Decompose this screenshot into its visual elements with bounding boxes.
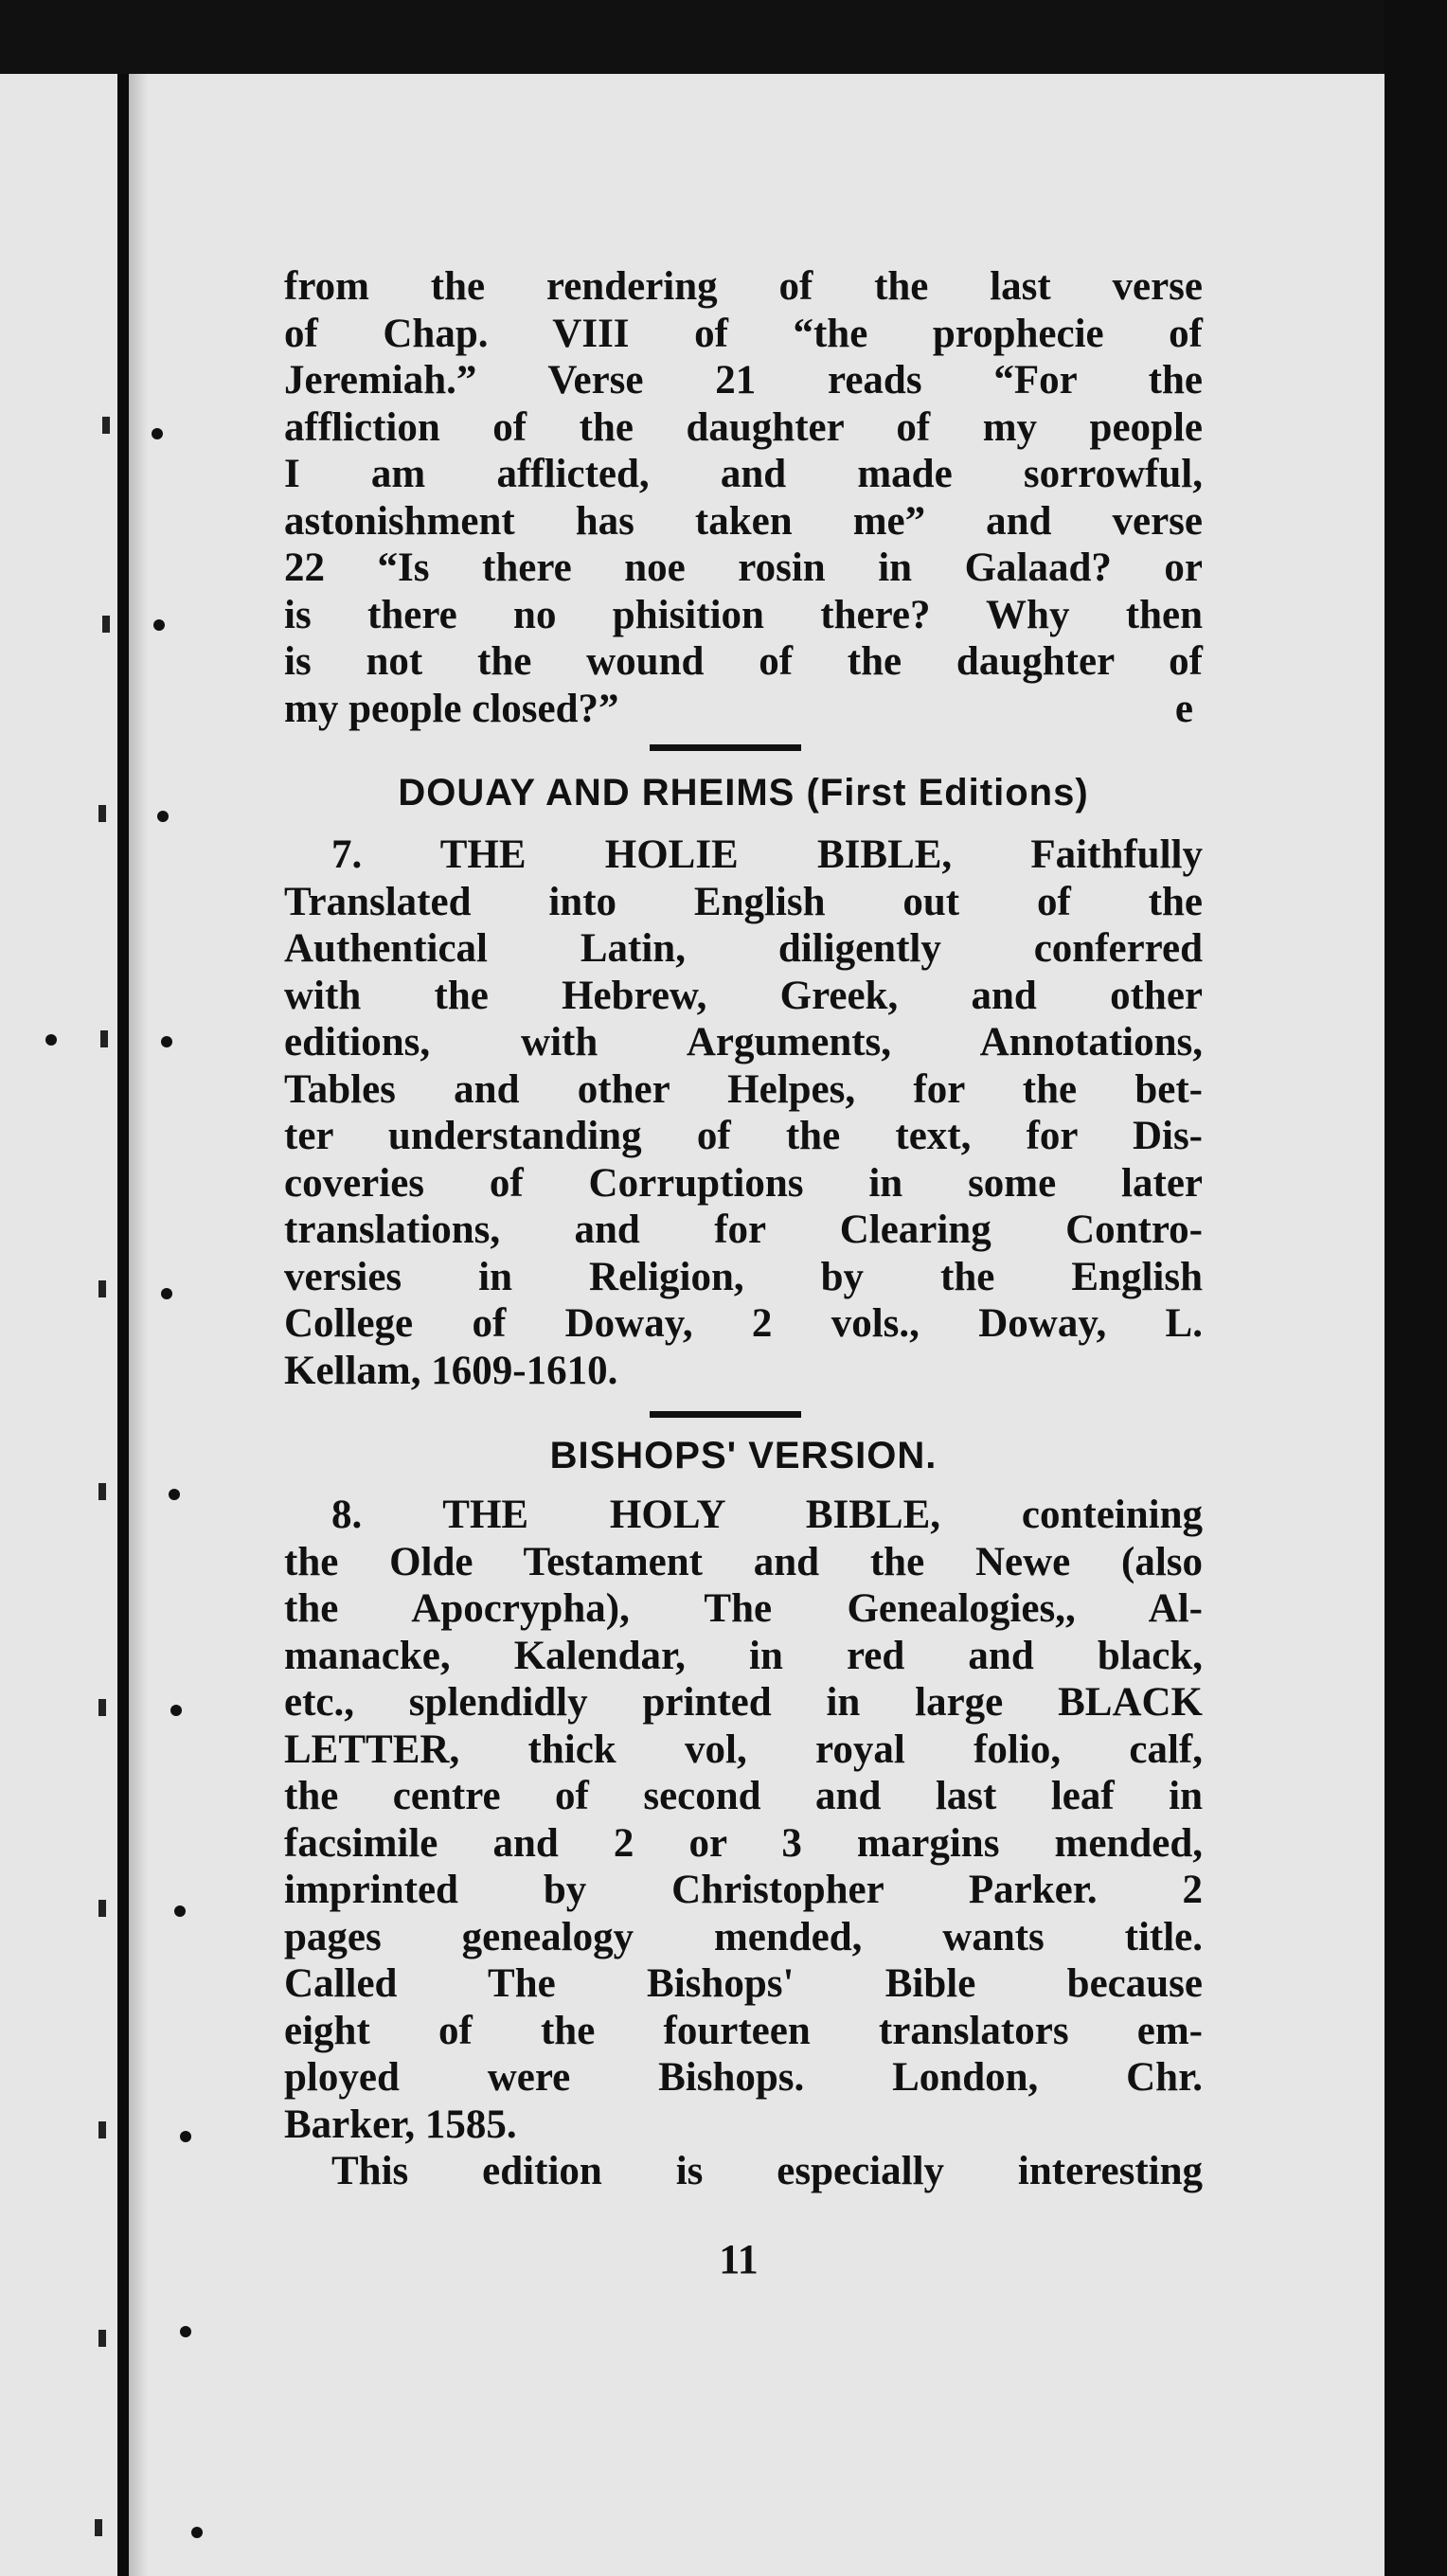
page-number: 11 <box>719 2236 759 2282</box>
stitch-dot <box>161 1036 172 1047</box>
text-line: Jeremiah.” Verse 21 reads “For the <box>284 358 1203 402</box>
text-line: editions, with Arguments, Annotations, <box>284 1020 1203 1064</box>
stray-mark: e <box>1174 686 1193 731</box>
section-divider <box>650 1411 801 1418</box>
stitch-mark <box>98 1280 106 1297</box>
stitch-dot <box>153 619 165 631</box>
stitch-mark <box>98 1699 106 1716</box>
text-line: Authentical Latin, diligently conferred <box>284 926 1203 971</box>
stitch-mark <box>95 2519 102 2536</box>
text-line: of Chap. VIII of “the prophecie of <box>284 311 1203 356</box>
stitch-dot <box>191 2527 203 2538</box>
stitch-mark <box>98 2121 106 2138</box>
section-3-paragraph <box>284 1492 1203 2195</box>
section-2-paragraph <box>284 832 1203 1394</box>
text-line: ployed were Bishops. London, Chr. <box>284 2055 1203 2100</box>
text-line: eight of the fourteen translators em- <box>284 2008 1203 2053</box>
text-line-content: my people closed?” <box>284 686 619 731</box>
text-line: versies in Religion, by the English <box>284 1254 1203 1299</box>
text-line: astonishment has taken me” and verse <box>284 498 1203 544</box>
text-line: Translated into English out of the <box>284 879 1203 924</box>
text-line: the Olde Testament and the Newe (also <box>284 1539 1203 1584</box>
binding-shadow <box>129 74 148 2576</box>
stitch-dot <box>45 1034 57 1046</box>
stitch-mark <box>102 417 110 434</box>
text-line: affliction of the daughter of my people <box>284 404 1203 450</box>
text-line: is there no phisition there? Why then <box>284 592 1203 637</box>
stitch-dot <box>157 811 169 822</box>
stitch-dot <box>169 1489 180 1500</box>
text-line: the Apocrypha), The Genealogies,, Al- <box>284 1586 1203 1631</box>
binding-spine <box>117 74 129 2576</box>
stitch-dot <box>180 2131 191 2142</box>
stitch-dot <box>170 1705 182 1716</box>
text-line <box>284 686 1203 733</box>
text-line: imprinted by Christopher Parker. 2 <box>284 1868 1203 1912</box>
stitch-mark <box>100 1030 108 1047</box>
text-line: Tables and other Helpes, for the bet- <box>284 1066 1203 1112</box>
section-heading-douay: DOUAY AND RHEIMS (First Editions) <box>398 772 1089 814</box>
text-line: with the Hebrew, Greek, and other <box>284 973 1203 1018</box>
text-line: from the rendering of the last verse <box>284 264 1203 309</box>
scan-top-border <box>0 0 1447 74</box>
text-line: Called The Bishops' Bible because <box>284 1961 1203 2006</box>
section-heading-bishops: BISHOPS' VERSION. <box>549 1435 938 1476</box>
text-line: 7. THE HOLIE BIBLE, Faithfully <box>331 832 1203 877</box>
text-line: etc., splendidly printed in large BLACK <box>284 1680 1203 1725</box>
text-line: the centre of second and last leaf in <box>284 1774 1203 1818</box>
text-line: This edition is especially interesting <box>331 2149 1203 2193</box>
text-line: College of Doway, 2 vols., Doway, L. <box>284 1301 1203 1346</box>
text-line: is not the wound of the daughter of <box>284 639 1203 684</box>
text-line: translations, and for Clearing Contro- <box>284 1208 1203 1252</box>
text-line: ter understanding of the text, for Dis- <box>284 1114 1203 1158</box>
stitch-mark <box>98 2330 106 2347</box>
stitch-mark <box>98 1483 106 1500</box>
text-line: manacke, Kalendar, in red and black, <box>284 1633 1203 1678</box>
stitch-dot <box>180 2326 191 2337</box>
text-line: facsimile and 2 or 3 margins mended, <box>284 1820 1203 1866</box>
stitch-dot <box>174 1905 186 1917</box>
text-line: Kellam, 1609-1610. <box>284 1348 618 1393</box>
text-line: coveries of Corruptions in some later <box>284 1160 1203 1206</box>
stitch-dot <box>161 1288 172 1299</box>
text-line: 8. THE HOLY BIBLE, conteining <box>331 1493 1203 1537</box>
text-line: Barker, 1585. <box>284 2102 517 2147</box>
section-divider <box>650 744 801 751</box>
scan-right-border <box>1384 0 1447 2576</box>
stitch-mark <box>102 616 110 633</box>
text-line: 22 “Is there noe rosin in Galaad? or <box>284 546 1203 590</box>
text-line: LETTER, thick vol, royal folio, calf, <box>284 1726 1203 1772</box>
stitch-dot <box>152 428 163 439</box>
section-1-paragraph <box>284 263 1203 732</box>
stitch-mark <box>98 805 106 822</box>
text-line: I am afflicted, and made sorrowful, <box>284 452 1203 496</box>
stitch-mark <box>98 1900 106 1917</box>
text-line: pages genealogy mended, wants title. <box>284 1914 1203 1959</box>
